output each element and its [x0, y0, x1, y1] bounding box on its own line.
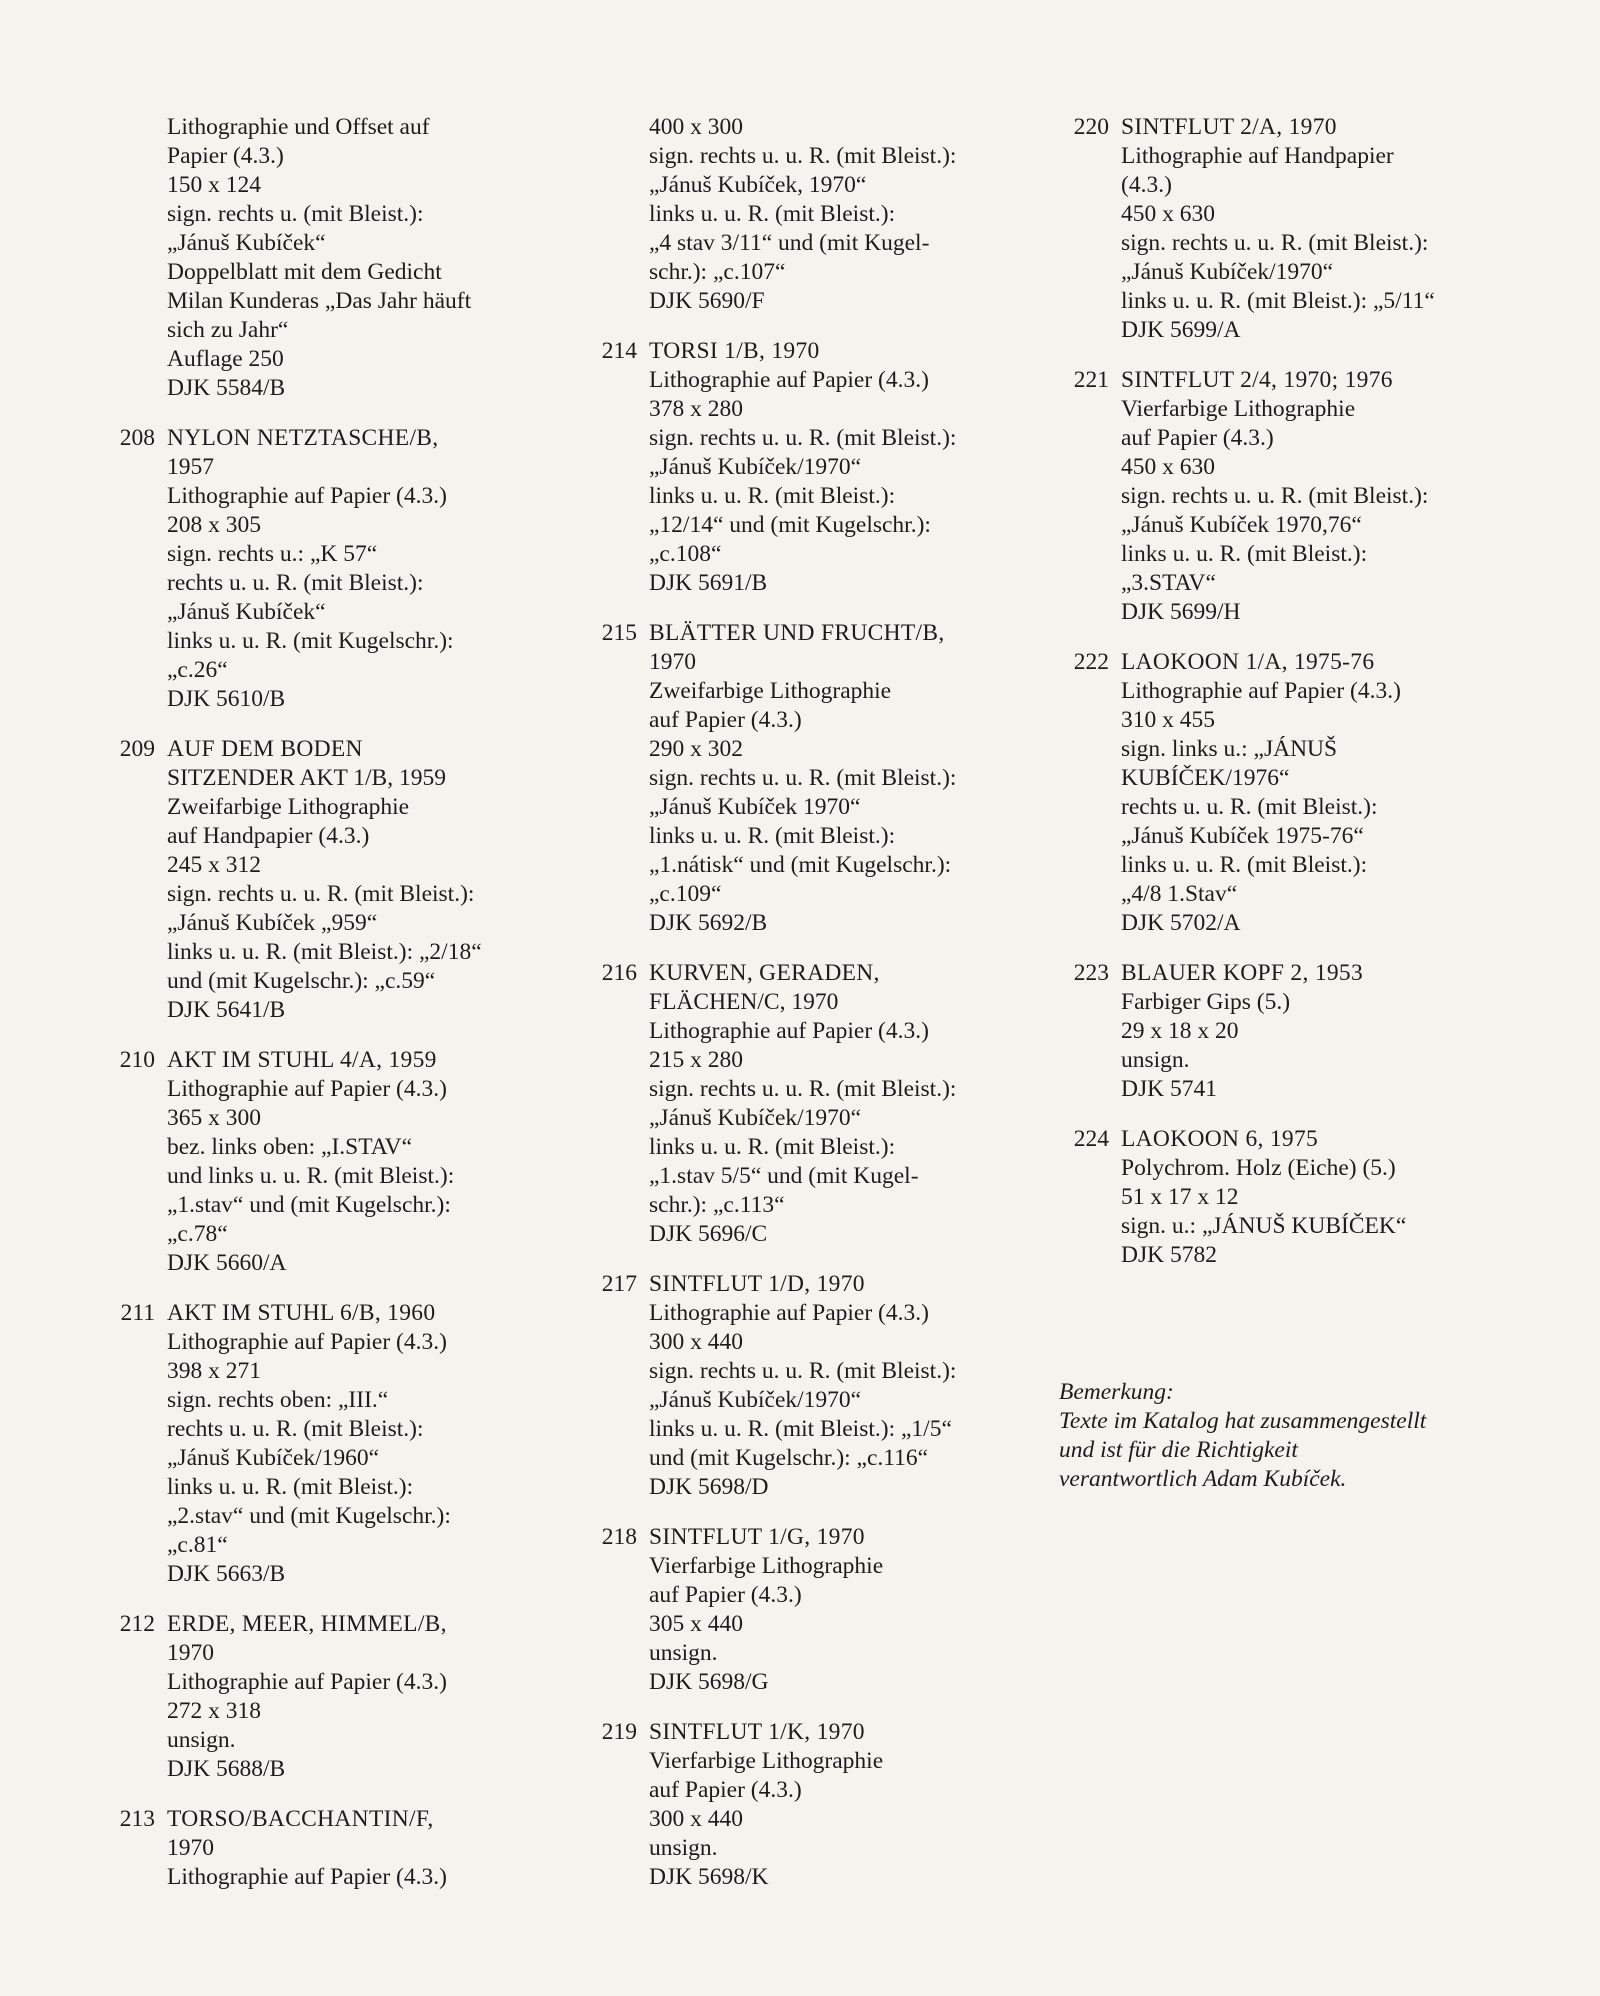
entry-line: sign. links u.: „JÁNUŠ [1121, 736, 1338, 762]
entry-line: links u. u. R. (mit Bleist.): [1121, 541, 1368, 567]
entry-line: Doppelblatt mit dem Gedicht [167, 259, 442, 285]
entry-line: Lithographie auf Papier (4.3.) [649, 1018, 929, 1044]
catalog-entry [100, 1046, 570, 1278]
entry-line: „Jánuš Kubíček/1970“ [649, 1387, 862, 1413]
entry-line: 365 x 300 [167, 1105, 261, 1131]
catalog-entry [1054, 366, 1524, 627]
entry-line: „Jánuš Kubíček/1960“ [167, 1445, 380, 1471]
entry-line: Lithographie und Offset auf [167, 114, 430, 140]
entry-line: DJK 5696/C [649, 1221, 768, 1247]
entry-title: SINTFLUT 1/D, 1970 [649, 1271, 865, 1297]
entry-line: sign. rechts u. u. R. (mit Bleist.): [649, 143, 957, 169]
entry-title: AKT IM STUHL 6/B, 1960 [167, 1300, 436, 1326]
entry-line: „Jánuš Kubíček 1970“ [649, 794, 861, 820]
remark-line: verantwortlich Adam Kubíček. [1059, 1466, 1347, 1492]
entry-line: DJK 5702/A [1121, 910, 1241, 936]
entry-number: 210 [119, 1047, 155, 1073]
entry-line: 29 x 18 x 20 [1121, 1018, 1239, 1044]
entry-line: DJK 5641/B [167, 997, 286, 1023]
entry-number: 208 [119, 425, 155, 451]
entry-line: auf Papier (4.3.) [1121, 425, 1274, 451]
entry-line: „1.stav“ und (mit Kugelschr.): [167, 1192, 451, 1218]
entry-line: Milan Kunderas „Das Jahr häuft [167, 288, 472, 314]
entry-line: DJK 5690/F [649, 288, 765, 314]
catalog-entry [1054, 648, 1524, 938]
entry-title: SINTFLUT 2/A, 1970 [1121, 114, 1337, 140]
entry-line: bez. links oben: „I.STAV“ [167, 1134, 413, 1160]
entry-title: TORSO/BACCHANTIN/F, [167, 1806, 434, 1832]
catalog-entry [582, 337, 1042, 598]
entry-line: 208 x 305 [167, 512, 261, 538]
entry-line: FLÄCHEN/C, 1970 [649, 989, 839, 1015]
entry-line: DJK 5610/B [167, 686, 286, 712]
entry-line: DJK 5688/B [167, 1756, 286, 1782]
entry-line: „Jánuš Kubíček „959“ [167, 910, 378, 936]
entry-line: 272 x 318 [167, 1698, 261, 1724]
entry-line: „Jánuš Kubíček, 1970“ [649, 172, 867, 198]
column-3 [1054, 113, 1524, 1291]
remark-line: und ist für die Richtigkeit [1059, 1437, 1298, 1463]
entry-line: „3.STAV“ [1121, 570, 1216, 596]
entry-line: schr.): „c.113“ [649, 1192, 785, 1218]
entry-line: 400 x 300 [649, 114, 743, 140]
entry-line: 300 x 440 [649, 1329, 743, 1355]
entry-number: 224 [1073, 1126, 1109, 1152]
entry-line: links u. u. R. (mit Bleist.): [649, 823, 896, 849]
entry-number: 211 [120, 1300, 155, 1326]
entry-line: rechts u. u. R. (mit Bleist.): [1121, 794, 1378, 820]
entry-line: „Jánuš Kubíček 1970,76“ [1121, 512, 1362, 538]
entry-line: Lithographie auf Papier (4.3.) [167, 1669, 447, 1695]
entry-line: 378 x 280 [649, 396, 743, 422]
entry-title: NYLON NETZTASCHE/B, [167, 425, 439, 451]
entry-line: und (mit Kugelschr.): „c.59“ [167, 968, 436, 994]
entry-line: „Jánuš Kubíček/1970“ [649, 454, 862, 480]
remark-note [1059, 1378, 1529, 1494]
entry-title: SINTFLUT 2/4, 1970; 1976 [1121, 367, 1393, 393]
entry-line: „Jánuš Kubíček“ [167, 230, 326, 256]
entry-line: DJK 5699/H [1121, 599, 1241, 625]
catalog-entry [100, 1610, 570, 1784]
entry-line: DJK 5660/A [167, 1250, 287, 1276]
entry-line: „c.108“ [649, 541, 722, 567]
entry-line: sign. rechts u. (mit Bleist.): [167, 201, 424, 227]
entry-line: Lithographie auf Papier (4.3.) [649, 1300, 929, 1326]
entry-line: 398 x 271 [167, 1358, 261, 1384]
catalog-entry [100, 424, 570, 714]
entry-line: links u. u. R. (mit Bleist.): „1/5“ [649, 1416, 952, 1442]
entry-line: und links u. u. R. (mit Bleist.): [167, 1163, 455, 1189]
entry-line: Zweifarbige Lithographie [167, 794, 410, 820]
entry-line: Lithographie auf Papier (4.3.) [649, 367, 929, 393]
entry-line: Lithographie auf Handpapier [1121, 143, 1394, 169]
entry-title: SINTFLUT 1/G, 1970 [649, 1524, 865, 1550]
entry-line: unsign. [649, 1640, 718, 1666]
entry-line: Vierfarbige Lithographie [1121, 396, 1356, 422]
entry-line: unsign. [167, 1727, 236, 1753]
entry-line: links u. u. R. (mit Bleist.): [649, 1134, 896, 1160]
entry-line: 310 x 455 [1121, 707, 1215, 733]
entry-title: KURVEN, GERADEN, [649, 960, 880, 986]
entry-line: „1.stav 5/5“ und (mit Kugel- [649, 1163, 919, 1189]
entry-line: Lithographie auf Papier (4.3.) [167, 1329, 447, 1355]
entry-line: 290 x 302 [649, 736, 743, 762]
entry-number: 213 [119, 1806, 155, 1832]
catalog-entry [582, 1270, 1042, 1502]
entry-line: SITZENDER AKT 1/B, 1959 [167, 765, 446, 791]
remark-line: Texte im Katalog hat zusammengestellt [1059, 1408, 1427, 1434]
entry-line: 450 x 630 [1121, 454, 1215, 480]
catalog-entry [100, 735, 570, 1025]
entry-line: Polychrom. Holz (Eiche) (5.) [1121, 1155, 1396, 1181]
entry-number: 221 [1073, 367, 1109, 393]
entry-line: „Jánuš Kubíček/1970“ [649, 1105, 862, 1131]
entry-line: Auflage 250 [167, 346, 284, 372]
entry-title: LAOKOON 6, 1975 [1121, 1126, 1319, 1152]
entry-line: unsign. [649, 1835, 718, 1861]
entry-line: „c.78“ [167, 1221, 228, 1247]
column-1 [100, 113, 570, 1913]
entry-line: „c.109“ [649, 881, 722, 907]
catalog-entry [582, 1523, 1042, 1697]
entry-line: sign. rechts u. u. R. (mit Bleist.): [649, 765, 957, 791]
entry-line: Farbiger Gips (5.) [1121, 989, 1291, 1015]
entry-line: „4/8 1.Stav“ [1121, 881, 1238, 907]
entry-number: 216 [601, 960, 637, 986]
entry-line: 215 x 280 [649, 1047, 743, 1073]
entry-number: 212 [119, 1611, 155, 1637]
entry-line: DJK 5584/B [167, 375, 286, 401]
entry-line: DJK 5663/B [167, 1561, 286, 1587]
entry-line: 1957 [167, 454, 214, 480]
entry-line: sign. rechts u. u. R. (mit Bleist.): [649, 1076, 957, 1102]
entry-line: „12/14“ und (mit Kugelschr.): [649, 512, 931, 538]
column-2 [582, 113, 1042, 1913]
entry-number: 219 [601, 1719, 637, 1745]
entry-line: links u. u. R. (mit Bleist.): „2/18“ [167, 939, 482, 965]
entry-line: DJK 5699/A [1121, 317, 1241, 343]
entry-line: KUBÍČEK/1976“ [1121, 765, 1290, 791]
entry-line: DJK 5698/G [649, 1669, 769, 1695]
entry-line: sign. rechts u.: „K 57“ [167, 541, 378, 567]
entry-line: links u. u. R. (mit Bleist.): [1121, 852, 1368, 878]
entry-line: DJK 5782 [1121, 1242, 1217, 1268]
entry-line: Lithographie auf Papier (4.3.) [167, 483, 447, 509]
entry-line: DJK 5741 [1121, 1076, 1217, 1102]
catalog-entry [582, 619, 1042, 938]
entry-line: sign. rechts u. u. R. (mit Bleist.): [649, 425, 957, 451]
entry-line: 1970 [167, 1640, 214, 1666]
entry-number: 222 [1073, 649, 1109, 675]
entry-title: SINTFLUT 1/K, 1970 [649, 1719, 865, 1745]
remark-heading: Bemerkung: [1059, 1379, 1174, 1405]
entry-line: und (mit Kugelschr.): „c.116“ [649, 1445, 929, 1471]
entry-title: ERDE, MEER, HIMMEL/B, [167, 1611, 447, 1637]
entry-number: 215 [601, 620, 637, 646]
entry-line: „2.stav“ und (mit Kugelschr.): [167, 1503, 451, 1529]
entry-line: sign. rechts oben: „III.“ [167, 1387, 389, 1413]
entry-line: rechts u. u. R. (mit Bleist.): [167, 1416, 424, 1442]
entry-line: 150 x 124 [167, 172, 261, 198]
entry-line: sign. u.: „JÁNUŠ KUBÍČEK“ [1121, 1213, 1407, 1239]
entry-line: 245 x 312 [167, 852, 261, 878]
catalog-entry [100, 1299, 570, 1589]
entry-line: sich zu Jahr“ [167, 317, 289, 343]
entry-title: AUF DEM BODEN [167, 736, 363, 762]
entry-line: links u. u. R. (mit Bleist.): „5/11“ [1121, 288, 1435, 314]
entry-line: (4.3.) [1121, 172, 1172, 198]
entry-title: AKT IM STUHL 4/A, 1959 [167, 1047, 437, 1073]
entry-number: 218 [601, 1524, 637, 1550]
entry-line: links u. u. R. (mit Bleist.): [649, 483, 896, 509]
entry-line: DJK 5692/B [649, 910, 768, 936]
entry-line: „1.nátisk“ und (mit Kugelschr.): [649, 852, 952, 878]
entry-title: BLÄTTER UND FRUCHT/B, [649, 620, 945, 646]
entry-line: sign. rechts u. u. R. (mit Bleist.): [1121, 230, 1429, 256]
entry-line: „4 stav 3/11“ und (mit Kugel- [649, 230, 930, 256]
catalog-entry [582, 113, 1042, 316]
entry-line: „Jánuš Kubíček“ [167, 599, 326, 625]
catalog-entry [100, 113, 570, 403]
entry-line: Lithographie auf Papier (4.3.) [167, 1864, 447, 1890]
entry-line: DJK 5698/K [649, 1864, 769, 1890]
entry-line: rechts u. u. R. (mit Bleist.): [167, 570, 424, 596]
entry-line: sign. rechts u. u. R. (mit Bleist.): [167, 881, 475, 907]
entry-title: BLAUER KOPF 2, 1953 [1121, 960, 1364, 986]
entry-line: „Jánuš Kubíček 1975-76“ [1121, 823, 1364, 849]
entry-line: auf Papier (4.3.) [649, 1582, 802, 1608]
entry-line: 305 x 440 [649, 1611, 743, 1637]
entry-line: Vierfarbige Lithographie [649, 1553, 884, 1579]
entry-line: 1970 [167, 1835, 214, 1861]
catalog-entry [582, 959, 1042, 1249]
entry-line: links u. u. R. (mit Kugelschr.): [167, 628, 454, 654]
entry-line: unsign. [1121, 1047, 1190, 1073]
entry-number: 217 [601, 1271, 637, 1297]
entry-line: DJK 5698/D [649, 1474, 769, 1500]
entry-line: links u. u. R. (mit Bleist.): [649, 201, 896, 227]
entry-line: „c.26“ [167, 657, 228, 683]
entry-line: sign. rechts u. u. R. (mit Bleist.): [649, 1358, 957, 1384]
entry-line: „Jánuš Kubíček/1970“ [1121, 259, 1334, 285]
entry-number: 214 [601, 338, 637, 364]
entry-title: LAOKOON 1/A, 1975-76 [1121, 649, 1375, 675]
entry-line: „c.81“ [167, 1532, 228, 1558]
entry-line: 1970 [649, 649, 696, 675]
entry-title: TORSI 1/B, 1970 [649, 338, 820, 364]
entry-line: 450 x 630 [1121, 201, 1215, 227]
catalog-entry [1054, 113, 1524, 345]
entry-line: auf Handpapier (4.3.) [167, 823, 370, 849]
entry-line: 51 x 17 x 12 [1121, 1184, 1239, 1210]
entry-line: Vierfarbige Lithographie [649, 1748, 884, 1774]
catalog-entry [100, 1805, 570, 1892]
entry-line: sign. rechts u. u. R. (mit Bleist.): [1121, 483, 1429, 509]
entry-line: auf Papier (4.3.) [649, 1777, 802, 1803]
entry-line: Papier (4.3.) [167, 143, 284, 169]
entry-number: 220 [1073, 114, 1109, 140]
entry-line: DJK 5691/B [649, 570, 768, 596]
entry-line: Lithographie auf Papier (4.3.) [1121, 678, 1401, 704]
catalog-entry [582, 1718, 1042, 1892]
entry-line: Lithographie auf Papier (4.3.) [167, 1076, 447, 1102]
catalog-entry [1054, 1125, 1524, 1270]
entry-line: schr.): „c.107“ [649, 259, 786, 285]
entry-line: auf Papier (4.3.) [649, 707, 802, 733]
entry-line: 300 x 440 [649, 1806, 743, 1832]
entry-number: 223 [1073, 960, 1109, 986]
entry-line: Zweifarbige Lithographie [649, 678, 892, 704]
catalog-entry [1054, 959, 1524, 1104]
entry-number: 209 [119, 736, 155, 762]
entry-line: links u. u. R. (mit Bleist.): [167, 1474, 414, 1500]
